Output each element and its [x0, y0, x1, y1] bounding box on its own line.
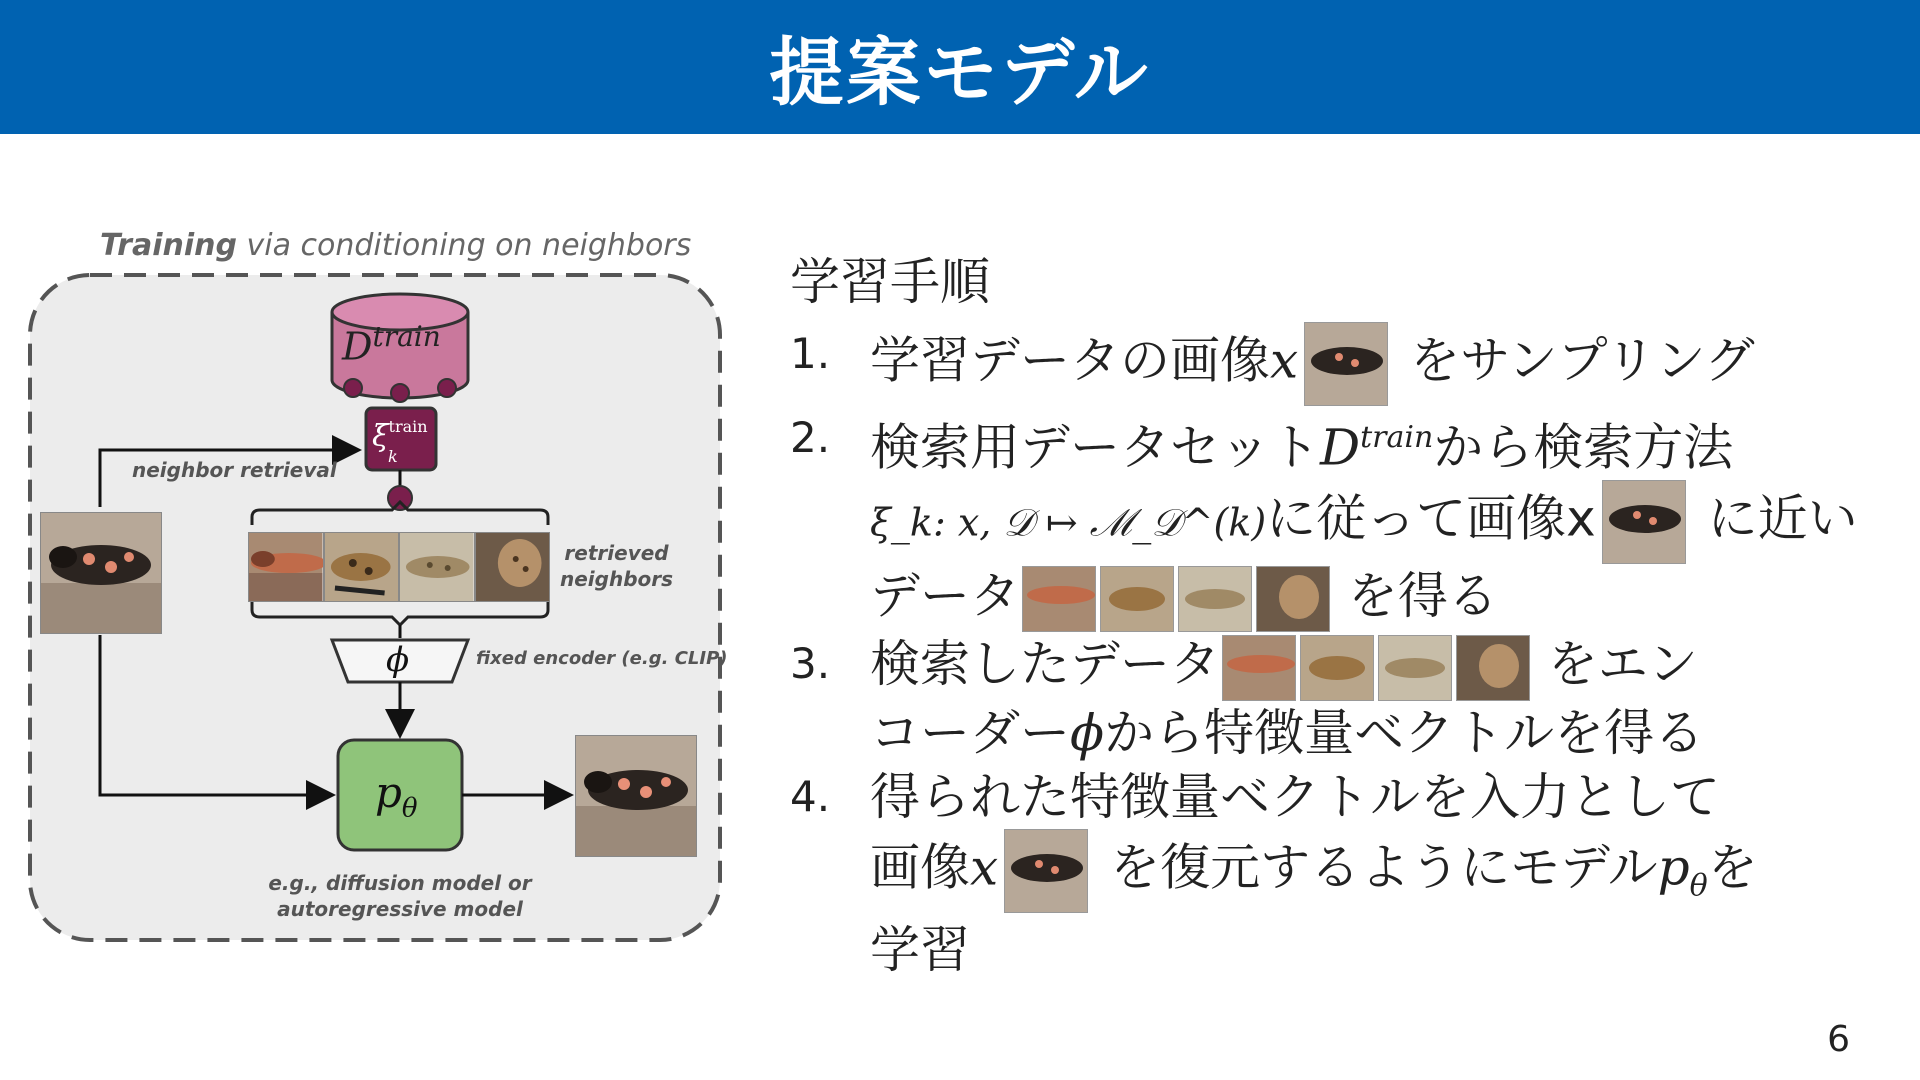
step3-text-d: から特徴量ベクトルを得る — [1104, 703, 1705, 762]
step2-d: D — [1320, 418, 1361, 477]
step4-text-d: を — [1707, 838, 1758, 897]
output-image — [575, 735, 697, 857]
step-1 — [790, 322, 1900, 406]
step2-text-a: 検索用データセット — [870, 418, 1320, 477]
step2-text-b: から検索方法 — [1433, 418, 1734, 477]
database-label — [342, 320, 441, 369]
step2-text-e: データ — [870, 566, 1020, 625]
step-3 — [790, 632, 1900, 765]
step3-text-c: コーダー — [870, 703, 1070, 762]
page-number: 6 — [1827, 1019, 1850, 1060]
neighbor-thumbnail — [1300, 635, 1374, 701]
neighbor-thumbnail — [1378, 635, 1452, 701]
lizard-thumbnail — [1304, 322, 1388, 406]
slide-title: 提案モデル — [769, 30, 1151, 116]
retriever-output-dot — [388, 486, 412, 510]
neighbor-thumbnail — [1100, 566, 1174, 632]
retrieved-neighbors-line1: retrieved — [564, 541, 669, 565]
neighbor-thumbnail — [1256, 566, 1330, 632]
lizard-thumbnail — [1004, 829, 1088, 913]
step4-text-b: 画像 — [870, 838, 970, 897]
retriever-sub: k — [388, 447, 398, 466]
procedure-heading: 学習手順 — [790, 253, 990, 311]
step-4 — [790, 765, 1900, 983]
retriever-label — [372, 412, 428, 466]
step-text — [870, 632, 1900, 765]
diagram-title-rest: via conditioning on neighbors — [236, 228, 692, 263]
step3-text-b: をエン — [1532, 635, 1698, 694]
encoder-symbol: ϕ — [386, 640, 410, 680]
model-caption-line2: autoregressive model — [277, 897, 523, 921]
step-number: 2. — [790, 413, 831, 462]
model-symbol-p: p — [375, 768, 402, 817]
lizard-thumbnail — [1602, 480, 1686, 564]
step-text — [870, 322, 1900, 406]
step-number: 4. — [790, 771, 831, 821]
neighbor-thumbnail — [1222, 635, 1296, 701]
procedure-panel — [790, 252, 1900, 982]
training-diagram — [20, 220, 730, 960]
step-number: 1. — [790, 329, 831, 378]
step1-x: x — [1270, 331, 1299, 390]
step4-p: p — [1657, 838, 1690, 897]
diagram-title — [100, 228, 691, 263]
neighbor-image-1 — [248, 532, 324, 602]
step2-d-sup: train — [1360, 420, 1434, 455]
step-text — [870, 765, 1900, 983]
retrieved-neighbors-label — [560, 540, 673, 592]
encoder-label: fixed encoder (e.g. CLIP) — [476, 648, 728, 669]
retrieval-formula: ξ_k: x, 𝒟 ↦ ℳ_𝒟^(k) — [870, 500, 1267, 545]
neighbor-image-4 — [475, 532, 551, 602]
step1-text-a: 学習データの画像 — [870, 331, 1270, 390]
diagram-title-bold: Training — [100, 228, 237, 263]
step4-x: x — [970, 838, 999, 897]
step4-text-e: 学習 — [870, 921, 970, 980]
model-caption — [250, 870, 550, 922]
neighbor-image-2 — [324, 532, 400, 602]
step4-text-a: 得られた特徴量ベクトルを入力として — [870, 767, 1720, 826]
step2-text-c: に従って画像x — [1266, 489, 1596, 548]
step-number: 3. — [790, 639, 831, 689]
step3-phi: ϕ — [1070, 703, 1105, 762]
database-label-main: D — [342, 324, 373, 369]
step3-text-a: 検索したデータ — [870, 635, 1220, 694]
step4-theta: θ — [1689, 868, 1708, 904]
model-symbol-theta: θ — [401, 793, 418, 824]
retrieved-neighbors-strip — [248, 532, 550, 600]
retrieved-neighbors-line2: neighbors — [560, 567, 674, 591]
step4-text-c: を復元するようにモデル — [1094, 838, 1658, 897]
title-bar — [0, 0, 1920, 134]
retriever-sup: train — [388, 417, 428, 436]
model-caption-line1: e.g., diffusion model or — [268, 871, 532, 895]
neighbor-retrieval-label: neighbor retrieval — [132, 458, 337, 482]
neighbor-thumbnail — [1178, 566, 1252, 632]
retriever-symbol: ξ — [372, 419, 389, 454]
model-symbol — [375, 768, 418, 823]
database-label-sup: train — [372, 320, 441, 353]
neighbor-thumbnail — [1456, 635, 1530, 701]
step-2 — [790, 406, 1900, 632]
step-text — [870, 406, 1900, 632]
input-image — [40, 512, 162, 634]
neighbor-image-3 — [399, 532, 475, 602]
step2-text-f: を得る — [1332, 566, 1498, 625]
neighbor-thumbnail — [1022, 566, 1096, 632]
step1-text-b: をサンプリング — [1394, 331, 1755, 390]
step2-text-d: に近い — [1691, 489, 1858, 548]
